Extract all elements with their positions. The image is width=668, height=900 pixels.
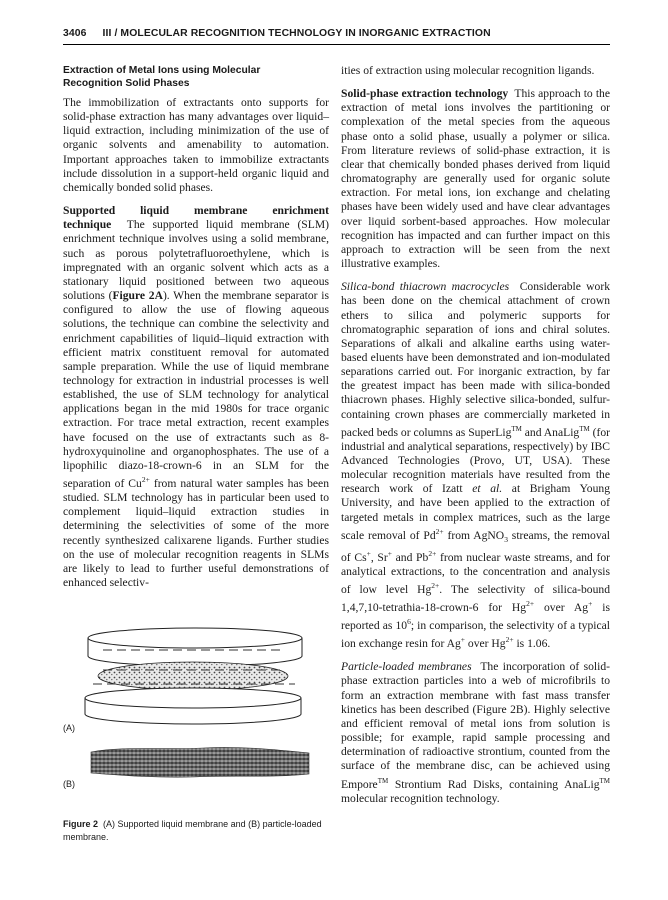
slm-bottom-plate [85, 688, 301, 724]
figure-ref-2a: Figure 2A [112, 289, 163, 303]
thiacrown-text-f: streams, the removal of Cs [341, 528, 610, 564]
exponent-6: 6 [407, 617, 411, 627]
charge-sup: + [460, 635, 465, 645]
paragraph-slm [63, 204, 329, 590]
thiacrown-text-n: over Hg [465, 637, 506, 651]
charge-sup: 2+ [435, 526, 444, 536]
cu-charge: 2+ [141, 475, 150, 485]
thiacrown-text-b: and AnaLig [521, 425, 580, 439]
slm-text-3: from natural water samples has been studied. SLM technology has in particular been used to complement liquid–liquid extraction studies in determining the selectivities of some of the more recently synthesized calixarene ligands. Further studies on the use of molecular recognition reagents in SLMs are likely to lead to further useful demonstrations of enhanced selectiv- [63, 476, 329, 590]
charge-sup: 2+ [505, 635, 514, 645]
thiacrown-text-l: is reported as 10 [341, 601, 610, 633]
thiacrown-text-a: Considerable work has been done on the chemical attachment of crown ethers to silica and polymeric supports for chromatographic separation of ions and chiral solutes. Separations of alkali and alkaline earths using water-based eluents have been demonstrated and ion-modulated separations carried out. For inorganic extraction, by far the greatest impact has been made with silica-bonded thiacrown phases. Highly selective silica-bonded, sulfur-containing crown phases are commercially marketed in packed beds or columns as SuperLig [341, 280, 610, 439]
continued-text: ities of extraction using molecular recognition ligands. [341, 64, 595, 77]
particle-loaded-membrane [91, 747, 309, 777]
thiacrown-text-d: at Brigham Young University, and have been applied to the extraction of targeted metals in complex matrices, such as the large scale removal of Pd [341, 482, 610, 542]
thiacrown-text-g: , Sr [370, 550, 388, 564]
charge-sup: + [366, 549, 371, 559]
tm-mark: TM [599, 776, 610, 785]
slm-top-plate [88, 628, 302, 666]
caption-label: Figure 2 [63, 819, 99, 829]
thiacrown-text-m: ; in comparison, the selectivity of a typical ion exchange resin for Ag [341, 619, 610, 651]
thiacrown-text-k: over Ag [534, 601, 589, 615]
header-rule [63, 44, 610, 45]
tm-mark: TM [579, 424, 590, 433]
thiacrown-text-i: from nuclear waste streams, and for analytical extractions, to the concentration and analysis of low level Hg [341, 550, 611, 597]
charge-sup: 2+ [526, 599, 535, 609]
particle-text-c: molecular recognition technology. [341, 791, 500, 805]
paragraph-spe [341, 87, 610, 271]
spe-text: This approach to the extraction of metal ions involves the partitioning or complexation of the metal species from the aqueous phase onto a solid phase, usually a polymer or silica. From literature reviews of solid-phase extraction, it is clear that chemically bonded phases derived from liquid chromatography are generally used for organic solute extraction. For metal ions, ion exchange and chelating phases have been widely used and have clear advantages over liquid sorbent-based approaches. How molecular recognition has impacted and can further impact on this approach to extraction will be seen from the next illustrative examples. [341, 87, 610, 271]
section-title [63, 64, 329, 90]
charge-sup: + [588, 599, 593, 609]
tm-mark: TM [511, 424, 522, 433]
paragraph-intro: The immobilization of extractants onto supports for solid-phase extraction has many advantages over liquid–liquid extraction, including minimization of the use of organic solvents and amenability to automation. Important approaches taken to immobilize extractants include dissolution in a support-held organic liquid and chemically bonded solid phases. [63, 96, 329, 194]
thiacrown-text-j: . The selectivity of silica-bound 1,4,7,10-tetrathia-18-crown-6 for Hg [341, 583, 610, 615]
right-column [341, 64, 610, 806]
et-al: et al. [472, 482, 503, 496]
figure-caption [63, 818, 329, 843]
charge-sup: + [387, 549, 392, 559]
panel-label-b: (B) [63, 779, 75, 789]
thiacrown-heading: Silica-bond thiacrown macrocycles [341, 280, 510, 294]
page-number: 3406 [63, 28, 87, 39]
charge-sup: 2+ [431, 581, 440, 591]
charge-sup: 2+ [428, 549, 437, 559]
thiacrown-text-o: is 1.06. [513, 637, 551, 651]
subscript-3: 3 [504, 534, 508, 544]
particle-text-b: Strontium Rad Disks, containing AnaLig [388, 777, 600, 791]
running-title: III / MOLECULAR RECOGNITION TECHNOLOGY IN INORGANIC EXTRACTION [102, 28, 491, 39]
left-column [63, 64, 329, 590]
particle-text-a: The incorporation of solid-phase extraction particles into a web of microfibrils to form an extraction membrane with fast mass transfer kinetics has been described (Figure 2B). Highly selective and efficient removal of metal ions from solution is possible; for example, rapid sample processing and determination of radioactive strontium, counted from the surface of the membrane disc, can be achieved using Empore [341, 660, 611, 791]
thiacrown-text-c: (for industrial and analytical separations, respectively) by IBC Advanced Technologies (Provo, UT, USA). These molecular recognition materials have resulted from the research work of Izatt [341, 425, 611, 496]
spe-heading: Solid-phase extraction technology [341, 87, 509, 101]
slm-text-2: ). When the membrane separator is configured to allow the use of flowing aqueous solutions, the technique can combine the selectivity and enrichment capabilities of liquid–liquid extraction with efficient matrix constituent removal for automated sample preparation. While the use of liquid membrane technology for extraction in industrial processes is well established, the use of SLM technology for analytical applications began in the mid 1980s for trace organic extraction. For trace metal extraction, recent examples have focused on the use of extractants such as 8-hydroxyquinoline and organophosphates. The use of a lipophilic diazo-18-crown-6 in an SLM for the separation of Cu [63, 289, 329, 490]
slm-heading: Supported liquid membrane enrichment technique [63, 204, 329, 232]
paragraph-particle-membranes [341, 660, 610, 805]
running-header [63, 28, 610, 39]
slm-membrane [93, 662, 295, 690]
thiacrown-text-h: and Pb [391, 550, 429, 564]
section-title-line-1: Extraction of Metal Ions using Molecular [63, 65, 261, 76]
caption-text: (A) Supported liquid membrane and (B) particle-loaded membrane. [63, 819, 322, 842]
panel-label-a: (A) [63, 723, 75, 733]
membrane-illustration [63, 626, 331, 802]
tm-mark: TM [377, 776, 389, 785]
thiacrown-text-e: from AgNO [443, 528, 505, 542]
figure-2 [63, 626, 331, 802]
paragraph-thiacrown [341, 280, 610, 651]
section-title-line-2: Recognition Solid Phases [63, 78, 190, 89]
slm-text-1: The supported liquid membrane (SLM) enrichment technique involves using a solid membrane, such as porous polytetrafluoroethylene, which is impregnated with an organic solvent which acts as a stationary liquid positioned between two aqueous solutions ( [63, 218, 329, 303]
particle-heading: Particle-loaded membranes [341, 660, 472, 674]
